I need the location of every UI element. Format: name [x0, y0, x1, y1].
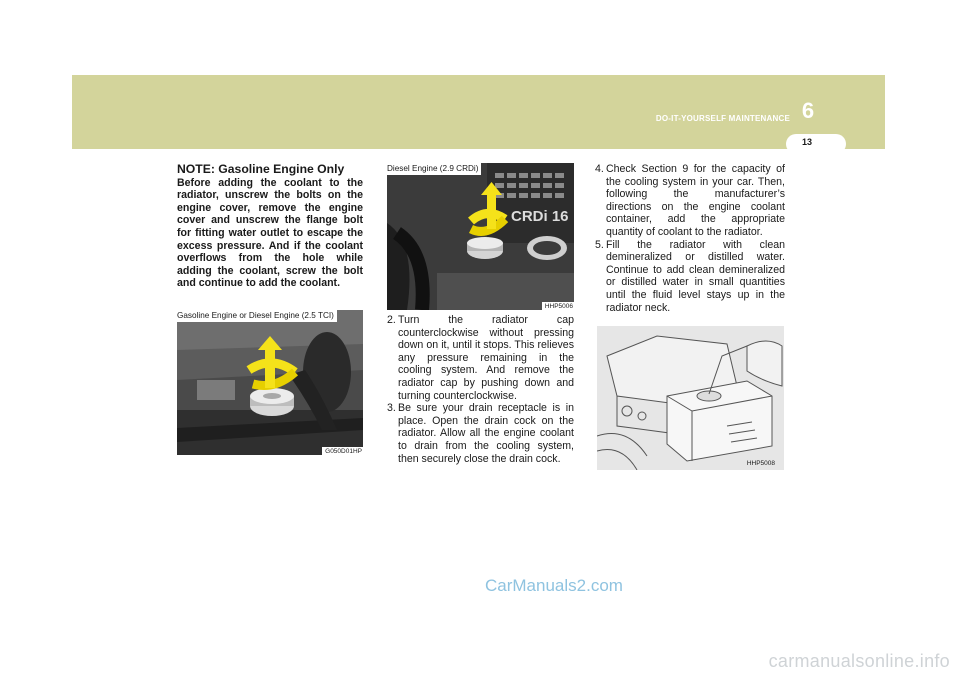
- note-title: NOTE: Gasoline Engine Only: [177, 162, 345, 176]
- list-item: [387, 402, 574, 465]
- figure-code: HHP5006: [542, 302, 574, 310]
- engine-photo-gasoline: [177, 310, 363, 455]
- list-item: [595, 163, 785, 239]
- steps-right: [595, 163, 785, 314]
- step-text: Turn the radiator cap counterclockwise without pressing down on it, until it stops. This relieves any pressure remaining in the cooling system. And remove the radiator cap by pushing down and turning counterclockwise.: [398, 314, 574, 402]
- list-item: [387, 314, 574, 402]
- section-title: DO-IT-YOURSELF MAINTENANCE: [655, 114, 790, 123]
- step-number: 3.: [387, 402, 396, 415]
- figure-caption: Gasoline Engine or Diesel Engine (2.5 TCI): [177, 310, 337, 322]
- crdi-emblem: CRDi 16: [511, 208, 569, 225]
- chapter-number: 6: [801, 98, 815, 123]
- engine-photo-diesel: [387, 163, 574, 310]
- step-text: Be sure your drain receptacle is in place. Open the drain cock on the radiator. Allow all the engine coolant to drain from the cooling system, then securely close the drain cock.: [398, 402, 574, 465]
- radiator-cap-photo: [177, 310, 363, 455]
- step-text: Check Section 9 for the capacity of the cooling system in your car. Then, following the manufacturer’s directions on the engine coolant container, add the appropriate quantity of coolant to the radiator.: [606, 163, 785, 238]
- figure-code: HHP5008: [746, 460, 775, 467]
- note-block: [177, 163, 363, 290]
- figure-code: G050D01HP: [322, 447, 363, 455]
- crdi-engine-photo: [387, 163, 574, 310]
- page-number: 13: [801, 137, 812, 147]
- step-number: 4.: [595, 163, 604, 175]
- list-item: [595, 239, 785, 315]
- steps-middle: [387, 314, 574, 465]
- coolant-fill-illustration: [597, 326, 784, 470]
- filling-radiator-drawing: [597, 326, 784, 470]
- step-number: 2.: [387, 314, 396, 326]
- step-number: 5.: [595, 238, 604, 251]
- header-band: [72, 75, 885, 149]
- watermark-carmanualsonline: carmanualsonline.info: [768, 651, 950, 671]
- step-text: Fill the radiator with clean demineralized or distilled water. Continue to add clean demineralized or distilled water in small quantities until the fluid level stays up in the radiator neck.: [606, 238, 785, 314]
- note-body: Before adding the coolant to the radiator, unscrew the bolts on the engine cover, remove the engine cover and unscrew the flange bolt for fitting water outlet to escape the excess pressure. And if the coolant overflows from the hole while adding the coolant, screw the bolt and continue to add the coolant.: [177, 176, 363, 290]
- figure-caption: Diesel Engine (2.9 CRDi): [387, 163, 481, 175]
- watermark-carmanuals2: CarManuals2.com: [485, 576, 623, 595]
